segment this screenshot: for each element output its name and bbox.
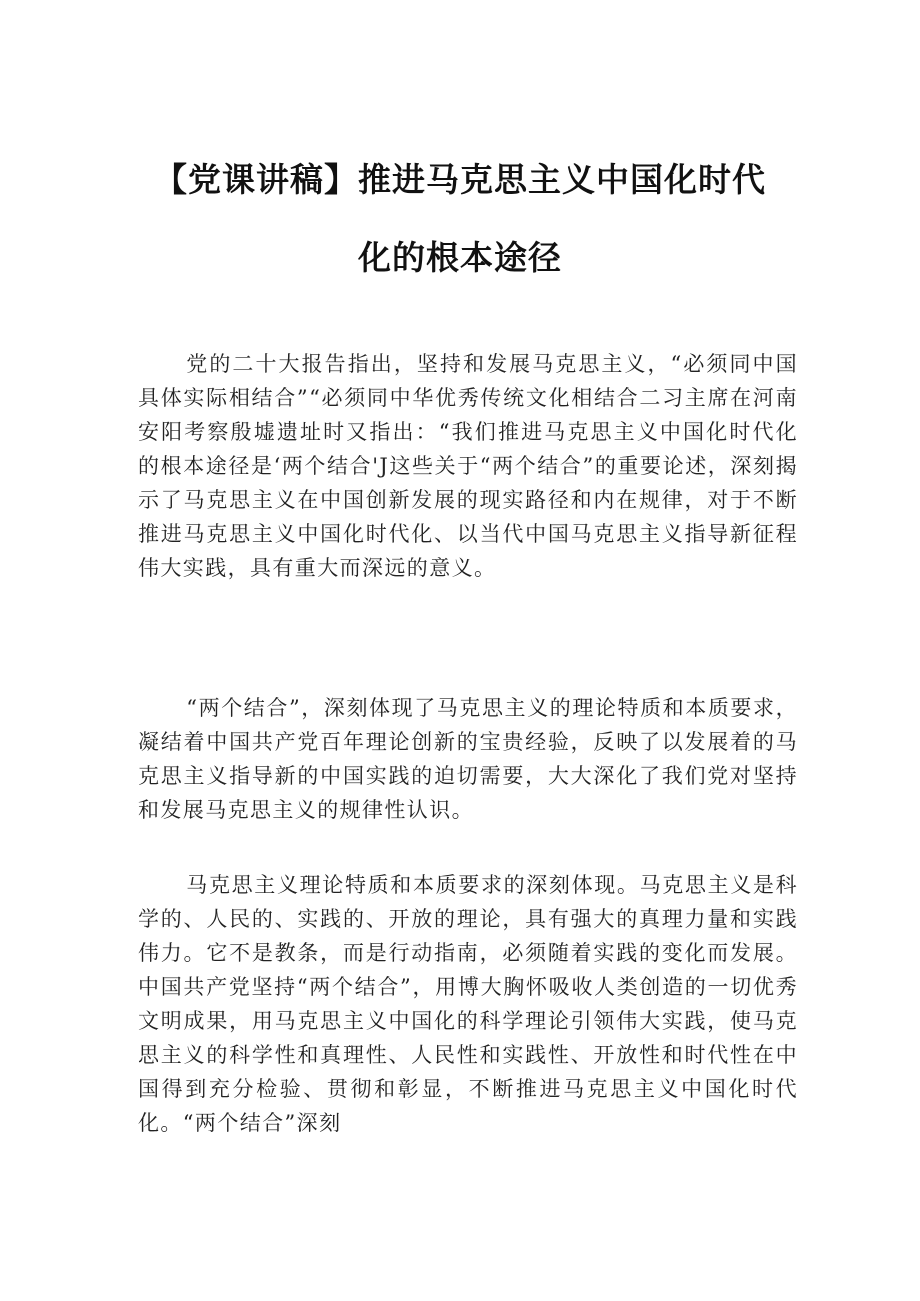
paragraph-1: 党的二十大报告指出，坚持和发展马克思主义，“必须同中国具体实际相结合”“必须同中华优秀传统文化相结合二习主席在河南安阳考察殷墟遗址时又指出：“我们推进马克思主义中国化时代化的根本途径是‘两个结合'J这些关于“两个结合”的重要论述，深刻揭示了马克思主义在中国创新发展的现实路径和内在规律，对于不断推进马克思主义中国化时代化、以当代中国马克思主义指导新征程伟大实践，具有重大而深远的意义。: [138, 352, 798, 580]
paragraph-3: 马克思主义理论特质和本质要求的深刻体现。马克思主义是科学的、人民的、实践的、开放的理论，具有强大的真理力量和实践伟力。它不是教条，而是行动指南，必须随着实践的变化而发展。中国共产党坚持“两个结合”，用博大胸怀吸收人类创造的一切优秀文明成果，用马克思主义中国化的科学理论引领伟大实践，使马克思主义的科学性和真理性、人民性和实践性、开放性和时代性在中国得到充分检验、贯彻和彰显，不断推进马克思主义中国化时代化。“两个结合”深刻: [138, 873, 798, 1135]
paragraph-block-2: [138, 691, 798, 827]
paragraph-block-3: [138, 868, 798, 1140]
paragraph-block-1: [138, 347, 798, 585]
paragraph-2: “两个结合”，深刻体现了马克思主义的理论特质和本质要求，凝结着中国共产党百年理论创新的宝贵经验，反映了以发展着的马克思主义指导新的中国实践的迫切需要，大大深化了我们党对坚持和发展马克思主义的规律性认识。: [138, 696, 798, 822]
document-title-line-2: 化的根本途径: [358, 238, 562, 277]
document-title-line-1: 【党课讲稿】推进马克思主义中国化时代: [154, 160, 766, 199]
